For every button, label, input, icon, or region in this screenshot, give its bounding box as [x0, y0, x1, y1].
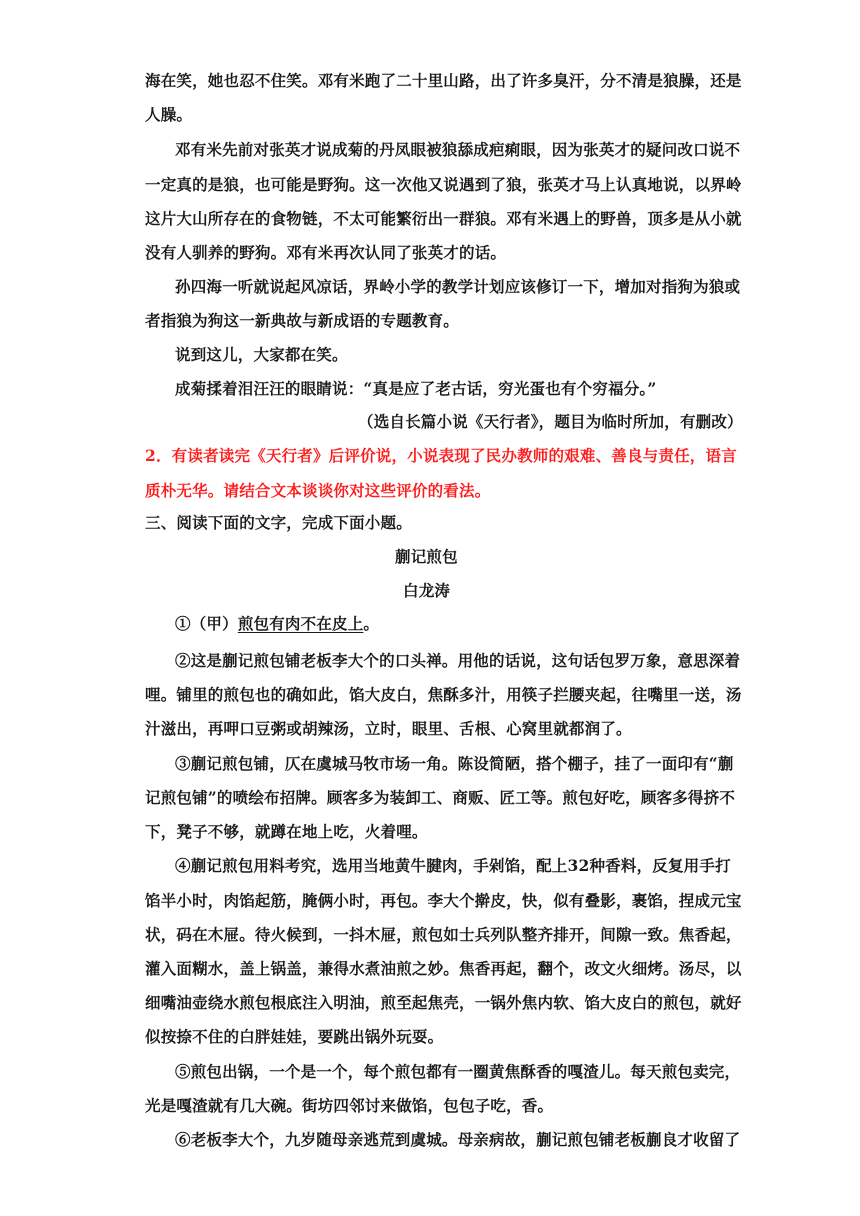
paragraph-line: 光是嘎渣就有几大碗。街坊四邻讨来做馅，包包子吃，香。 [145, 1096, 554, 1115]
paragraph-line: 海在笑，她也忍不住笑。邓有米跑了二十里山路，出了许多臭汗，分不清是狼臊，还是 [145, 71, 742, 90]
paragraph-line: 没有人驯养的野狗。邓有米再次认同了张英才的话。 [145, 243, 507, 262]
paragraph-line: 人臊。 [145, 105, 193, 124]
paragraph-line [175, 614, 379, 634]
underlined-phrase: 煎包有肉不在皮上 [237, 614, 364, 633]
article-author: 白龙涛 [403, 581, 451, 600]
paragraph-line: 下，凳子不够，就蹲在地上吃，火着哩。 [145, 822, 428, 841]
paragraph-line: 成菊揉着泪汪汪的眼睛说：“真是应了老古话，穷光蛋也有个穷福分。” [175, 379, 657, 398]
paragraph-line: 记煎包铺”的喷绘布招牌。顾客多为装卸工、商贩、匠工等。煎包好吃，顾客多得挤不 [145, 788, 736, 807]
paragraph-line: 者指狼为狗这一新典故与新成语的专题教育。 [145, 311, 460, 330]
paragraph-line: ④蒯记煎包用料考究，选用当地黄牛腱肉，手剁馅，配上32种香料，反复用手打 [175, 856, 731, 875]
paragraph-line: ⑤煎包出锅，一个是一个，每个煎包都有一圈黄焦酥香的嘎渣儿。每天煎包卖完， [175, 1062, 741, 1081]
paragraph-number: ①（甲） [175, 614, 238, 633]
paragraph-line: ⑥老板李大个，九岁随母亲逃荒到虞城。母亲病故，蒯记煎包铺老板蒯良才收留了 [175, 1130, 741, 1149]
paragraph-line: 馅半小时，肉馅起筋，腌俩小时，再包。李大个擀皮，快，似有叠影，裹馅，捏成元宝 [145, 891, 742, 910]
paragraph-line: 灌入面糊水，盖上锅盖，兼得水煮油煎之妙。焦香再起，翻个，改文火细烤。汤尽，以 [145, 959, 742, 978]
paragraph-line: 说到这儿，大家都在笑。 [175, 345, 348, 364]
question-2-line: 2．有读者读完《天行者》后评价说，小说表现了民办教师的艰难、善良与责任，语言 [145, 446, 737, 465]
paragraph-line: 这片大山所存在的食物链，不太可能繁衍出一群狼。邓有米遇上的野兽，顶多是从小就 [145, 209, 742, 228]
paragraph-line: 细嘴油壶绕水煎包根底注入明油，煎至起焦壳，一锅外焦内软、馅大皮白的煎包，就好 [145, 993, 742, 1012]
paragraph-line: 孙四海一听就说起风凉话，界岭小学的教学计划应该修订一下，增加对指狗为狼或 [175, 277, 741, 296]
paragraph-line: 邓有米先前对张英才说成菊的丹凤眼被狼舔成疤痢眼，因为张英才的疑问改口说不 [175, 140, 741, 159]
source-note: （选自长篇小说《天行者》，题目为临时所加，有删改） [358, 412, 743, 431]
paragraph-line: 一定真的是狼，也可能是野狗。这一次他又说遇到了狼，张英才马上认真地说，以界岭 [145, 175, 742, 194]
paragraph-line: 汁滋出，再呷口豆粥或胡辣汤，立时，眼里、舌根、心窝里就都润了。 [145, 719, 632, 738]
paragraph-line: ③蒯记煎包铺，仄在虞城马牧市场一角。陈设简陋，搭个棚子，挂了一面印有“蒯 [175, 754, 734, 773]
article-title: 蒯记煎包 [395, 547, 458, 566]
paragraph-line: ②这是蒯记煎包铺老板李大个的口头禅。用他的话说，这句话包罗万象，意思深着 [175, 651, 741, 670]
question-2-line: 质朴无华。请结合文本谈谈你对这些评价的看法。 [145, 481, 491, 500]
section-heading: 三、阅读下面的文字，完成下面小题。 [145, 513, 412, 532]
paragraph-line: 哩。铺里的煎包也的确如此，馅大皮白，焦酥多汁，用筷子拦腰夹起，往嘴里一送，汤 [145, 685, 742, 704]
punctuation: 。 [363, 614, 380, 633]
paragraph-line: 似按捺不住的白胖娃娃，要跳出锅外玩耍。 [145, 1027, 444, 1046]
paragraph-line: 状，码在木屉。待火候到，一抖木屉，煎包如士兵列队整齐排开，间隙一致。焦香起， [145, 925, 742, 944]
